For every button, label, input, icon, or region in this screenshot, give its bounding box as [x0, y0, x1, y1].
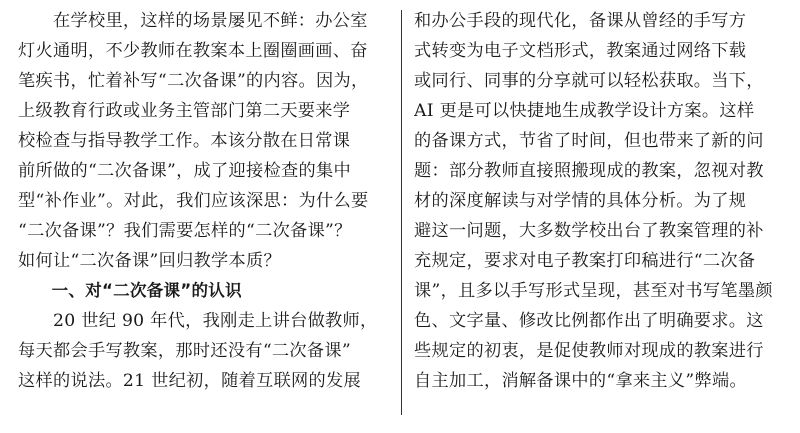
text-line: 材的深度解读与对学情的具体分析。为了规	[414, 191, 747, 211]
column-divider	[401, 10, 402, 415]
text-line: 型“补作业”。对此，我们应该深思：为什么要	[18, 191, 369, 211]
text-line: 题：部分教师直接照搬现成的教案，忽视对教	[414, 161, 764, 181]
right-column	[414, 6, 786, 396]
text-line: 的备课方式，节省了时间，但也带来了新的问	[414, 131, 764, 151]
text-line: 或同行、同事的分享就可以轻松获取。当下，	[414, 71, 764, 91]
text-line: 每天都会手写教案，那时还没有“二次备课”	[18, 341, 351, 361]
text-line: 充规定，要求对电子教案打印稿进行“二次备	[414, 251, 756, 271]
section-heading: 一、对“二次备课”的认识	[18, 281, 242, 300]
text-line: 校检查与指导教学工作。本该分散在日常课	[18, 131, 351, 151]
text-line: 20 世纪 90 年代，我刚走上讲台做教师，	[18, 311, 378, 331]
text-line: 如何让“二次备课”回归教学本质？	[18, 251, 281, 271]
text-line: 这样的说法。21 世纪初，随着互联网的发展	[18, 371, 362, 391]
text-line: 色、文字量、修改比例都作出了明确要求。这	[414, 311, 764, 331]
text-line: “二次备课”？我们需要怎样的“二次备课”？	[18, 221, 352, 241]
text-line: 避这一问题，大多数学校出台了教案管理的补	[414, 221, 764, 241]
text-line: 和办公手段的现代化，备课从曾经的手写方	[414, 11, 747, 31]
text-line: 课”，且多以手写形式呈现，甚至对书写笔墨颜	[414, 281, 773, 301]
text-line: 笔疾书，忙着补写“二次备课”的内容。因为，	[18, 71, 369, 91]
text-line: 前所做的“二次备课”，成了迎接检查的集中	[18, 161, 351, 181]
text-line: 灯火通明，不少教师在教案本上圈圈画画、奋	[18, 41, 368, 61]
text-line: 在学校里，这样的场景屡见不鲜：办公室	[18, 11, 368, 31]
text-line: 自主加工，消解备课中的“拿来主义”弊端。	[414, 371, 747, 391]
text-line: 上级教育行政或业务主管部门第二天要来学	[18, 101, 351, 121]
text-line: AI 更是可以快捷地生成教学设计方案。这样	[414, 101, 755, 121]
text-line: 些规定的初衷，是促使教师对现成的教案进行	[414, 341, 764, 361]
text-line: 式转变为电子文档形式，教案通过网络下载	[414, 41, 747, 61]
left-column	[18, 6, 390, 396]
